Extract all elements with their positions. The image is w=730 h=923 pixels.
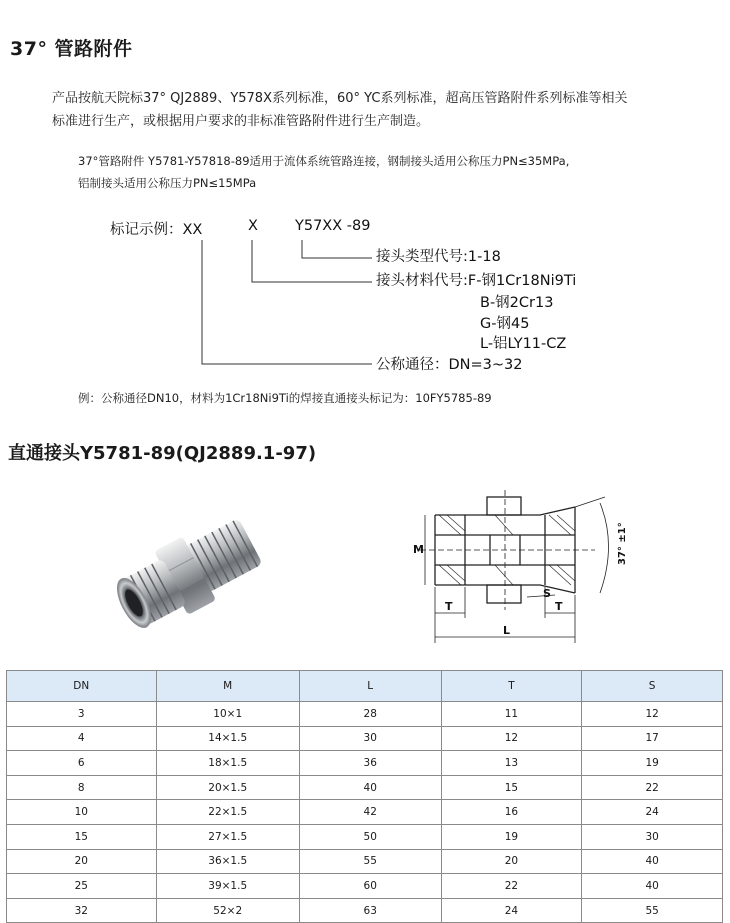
marking-leader-lines xyxy=(0,0,730,400)
marking-material-b: B-钢2Cr13 xyxy=(480,295,554,311)
cell-t: 24 xyxy=(441,898,582,923)
header-m: M xyxy=(156,671,299,702)
cell-t: 22 xyxy=(441,874,582,899)
cell-m: 22×1.5 xyxy=(156,800,299,825)
marking-type-code: 接头类型代号:1-18 xyxy=(376,249,501,265)
intro-line-1: 产品按航天院标37° QJ2889、Y578X系列标准，60° YC系列标准，超高压管路附件系列标准等相关 xyxy=(52,91,628,106)
cell-dn: 15 xyxy=(7,824,157,849)
cell-l: 28 xyxy=(299,702,441,727)
example-text: 例：公称通径DN10，材料为1Cr18Ni9Ti的焊接直通接头标记为：10FY5785-89 xyxy=(78,391,492,405)
cell-t: 12 xyxy=(441,726,582,751)
cell-s: 19 xyxy=(582,751,723,776)
header-t: T xyxy=(441,671,582,702)
cell-dn: 6 xyxy=(7,751,157,776)
cell-dn: 25 xyxy=(7,874,157,899)
cell-l: 30 xyxy=(299,726,441,751)
marking-code: Y57XX -89 xyxy=(295,218,371,234)
marking-material-code: 接头材料代号:F-钢1Cr18Ni9Ti xyxy=(376,273,577,289)
marking-material-l: L-铝LY11-CZ xyxy=(480,336,567,352)
table-header-row xyxy=(7,671,723,702)
cell-m: 20×1.5 xyxy=(156,775,299,800)
dim-label-m: M xyxy=(413,543,424,556)
section-title: 直通接头Y5781-89(QJ2889.1-97) xyxy=(8,443,317,464)
header-dn: DN xyxy=(7,671,157,702)
header-l: L xyxy=(299,671,441,702)
marking-material-g: G-钢45 xyxy=(480,316,530,332)
dim-label-l: L xyxy=(503,624,511,637)
cell-l: 55 xyxy=(299,849,441,874)
cell-t: 20 xyxy=(441,849,582,874)
dim-label-t-right: T xyxy=(555,600,563,613)
spec-table xyxy=(6,670,723,923)
cell-t: 15 xyxy=(441,775,582,800)
technical-drawing xyxy=(395,485,640,653)
cell-m: 18×1.5 xyxy=(156,751,299,776)
marking-label: 标记示例：XX xyxy=(110,222,203,238)
cell-m: 52×2 xyxy=(156,898,299,923)
cell-l: 40 xyxy=(299,775,441,800)
cell-t: 16 xyxy=(441,800,582,825)
table-row xyxy=(7,824,723,849)
table-row xyxy=(7,751,723,776)
dim-label-s: S xyxy=(543,587,551,600)
cell-l: 42 xyxy=(299,800,441,825)
cell-l: 36 xyxy=(299,751,441,776)
cell-dn: 3 xyxy=(7,702,157,727)
page-title: 37° 管路附件 xyxy=(10,38,133,60)
cell-dn: 4 xyxy=(7,726,157,751)
table-row xyxy=(7,898,723,923)
table-row xyxy=(7,849,723,874)
cell-t: 19 xyxy=(441,824,582,849)
cell-m: 39×1.5 xyxy=(156,874,299,899)
cell-m: 10×1 xyxy=(156,702,299,727)
table-row xyxy=(7,800,723,825)
cell-m: 14×1.5 xyxy=(156,726,299,751)
cell-s: 12 xyxy=(582,702,723,727)
angle-label: 37° ±1° xyxy=(617,522,628,565)
cell-s: 30 xyxy=(582,824,723,849)
cell-t: 11 xyxy=(441,702,582,727)
fitting-photo xyxy=(110,505,280,640)
cell-l: 63 xyxy=(299,898,441,923)
cell-l: 60 xyxy=(299,874,441,899)
cell-dn: 20 xyxy=(7,849,157,874)
cell-l: 50 xyxy=(299,824,441,849)
table-row xyxy=(7,874,723,899)
marking-material-letter: X xyxy=(248,218,258,234)
table-row xyxy=(7,726,723,751)
cell-dn: 8 xyxy=(7,775,157,800)
note-line-2: 铝制接头适用公称压力PN≤15MPa xyxy=(78,176,257,190)
cell-s: 22 xyxy=(582,775,723,800)
table-row xyxy=(7,702,723,727)
cell-s: 40 xyxy=(582,849,723,874)
cell-t: 13 xyxy=(441,751,582,776)
cell-s: 40 xyxy=(582,874,723,899)
marking-diameter: 公称通径：DN=3~32 xyxy=(376,357,523,373)
cell-m: 27×1.5 xyxy=(156,824,299,849)
cell-s: 55 xyxy=(582,898,723,923)
cell-dn: 10 xyxy=(7,800,157,825)
cell-m: 36×1.5 xyxy=(156,849,299,874)
cell-s: 24 xyxy=(582,800,723,825)
table-row xyxy=(7,775,723,800)
cell-s: 17 xyxy=(582,726,723,751)
header-s: S xyxy=(582,671,723,702)
dim-label-t-left: T xyxy=(445,600,453,613)
note-line-1: 37°管路附件 Y5781-Y57818-89适用于流体系统管路连接，钢制接头适用公称压力PN≤35MPa, xyxy=(78,154,570,168)
intro-line-2: 标准进行生产，或根据用户要求的非标准管路附件进行生产制造。 xyxy=(52,114,430,129)
cell-dn: 32 xyxy=(7,898,157,923)
